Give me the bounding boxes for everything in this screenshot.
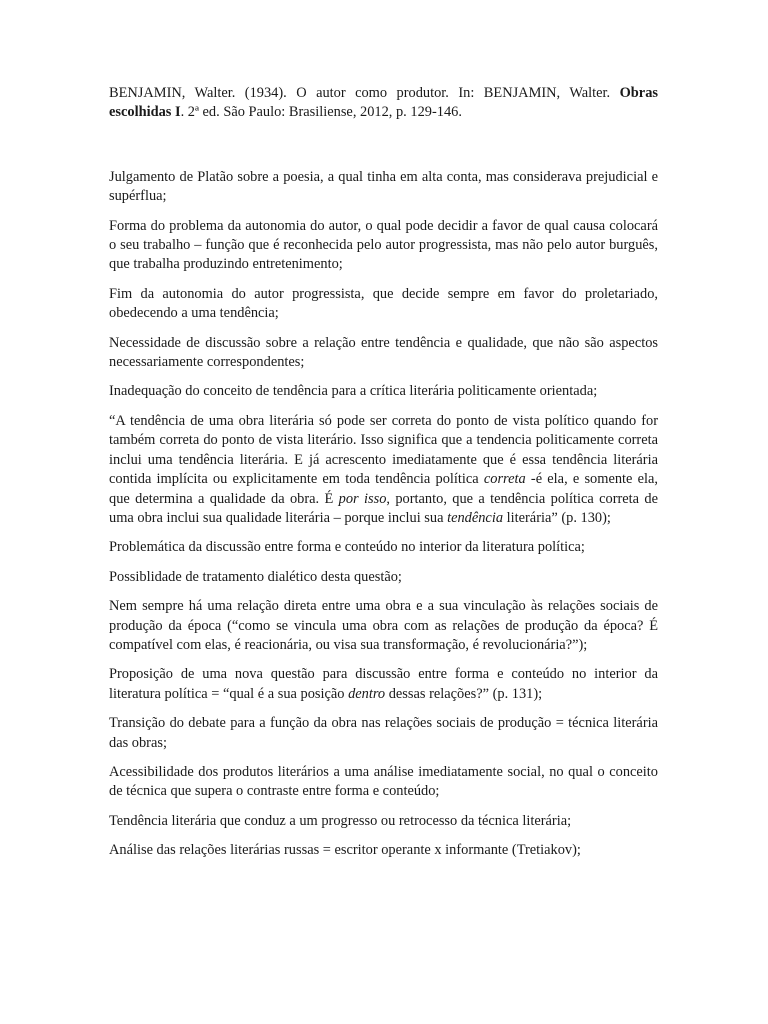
quote-emphasis-por-isso: por isso: [338, 490, 387, 507]
note-paragraph-1: Julgamento de Platão sobre a poesia, a qual tinha em alta conta, mas considerava prejudicial e supérflua;: [109, 168, 658, 205]
note-text-part: Proposição de uma nova questão para discussão entre forma e conteúdo no interior da literatura política = “qual é a sua posição: [109, 666, 658, 702]
quote-text-part: literária” (p. 130);: [503, 509, 611, 526]
quote-emphasis-correta: correta: [483, 471, 526, 488]
reference-book-title: Obras escolhidas I: [109, 85, 658, 121]
quote-emphasis-tendencia: tendência: [447, 509, 504, 526]
quote-text-part: , portanto, que a tendência política correta de uma obra inclui sua qualidade literária – porque inclui sua: [109, 490, 659, 526]
quote-text-part: “A tendência de uma obra literária só pode ser correta do ponto de vista político quando for também correta do ponto de vista literário. Isso significa que a tendencia politicamente correta inclui uma tendência literária. E já acrescento imediatamente que é essa tendência literária contida implícita ou explicitamente em toda tendência política: [109, 412, 658, 488]
note-emphasis-dentro: dentro: [348, 685, 386, 702]
note-text-part: dessas relações?” (p. 131);: [385, 685, 543, 702]
note-paragraph-7: Problemática da discussão entre forma e conteúdo no interior da literatura política;: [109, 539, 585, 556]
note-paragraph-5: Inadequação do conceito de tendência para a crítica literária politicamente orientada;: [109, 383, 598, 400]
note-paragraph-2: Forma do problema da autonomia do autor, o qual pode decidir a favor de qual causa colocará o seu trabalho – função que é reconhecida pelo autor progressista, mas não pelo autor burguês, que trabalha produzindo entretenimento;: [109, 217, 658, 273]
note-paragraph-9: Nem sempre há uma relação direta entre uma obra e a sua vinculação às relações sociais de produção da época (“como se vincula uma obra com as relações de produção da época? É compatível com elas, é reacionária, ou visa sua transformação, é revolucionária?”);: [109, 598, 658, 653]
note-paragraph-12: Acessibilidade dos produtos literários a uma análise imediatamente social, no qual o conceito de técnica que supera o contraste entre forma e conteúdo;: [109, 763, 658, 800]
quote-text-part: -é ela, e somente ela, que determina a qualidade da obra. É: [109, 471, 658, 507]
note-paragraph-10: [109, 665, 658, 704]
quote-paragraph: [109, 412, 658, 528]
document-page: [109, 84, 658, 871]
note-paragraph-4: Necessidade de discussão sobre a relação entre tendência e qualidade, que não são aspectos necessariamente correspondentes;: [109, 334, 658, 371]
note-paragraph-13: Tendência literária que conduz a um progresso ou retrocesso da técnica literária;: [109, 812, 572, 829]
reference-suffix: . 2ª ed. São Paulo: Brasiliense, 2012, p. 129-146.: [180, 104, 462, 121]
bibliographic-reference: [109, 84, 658, 123]
note-paragraph-3: Fim da autonomia do autor progressista, que decide sempre em favor do proletariado, obedecendo a uma tendência;: [109, 285, 658, 322]
reference-prefix: BENJAMIN, Walter. (1934). O autor como produtor. In: BENJAMIN, Walter.: [109, 85, 620, 101]
note-paragraph-11: Transição do debate para a função da obra nas relações sociais de produção = técnica literária das obras;: [109, 715, 658, 751]
note-paragraph-14: Análise das relações literárias russas = escritor operante x informante (Tretiakov);: [109, 842, 581, 859]
note-paragraph-8: Possiblidade de tratamento dialético desta questão;: [109, 568, 402, 585]
